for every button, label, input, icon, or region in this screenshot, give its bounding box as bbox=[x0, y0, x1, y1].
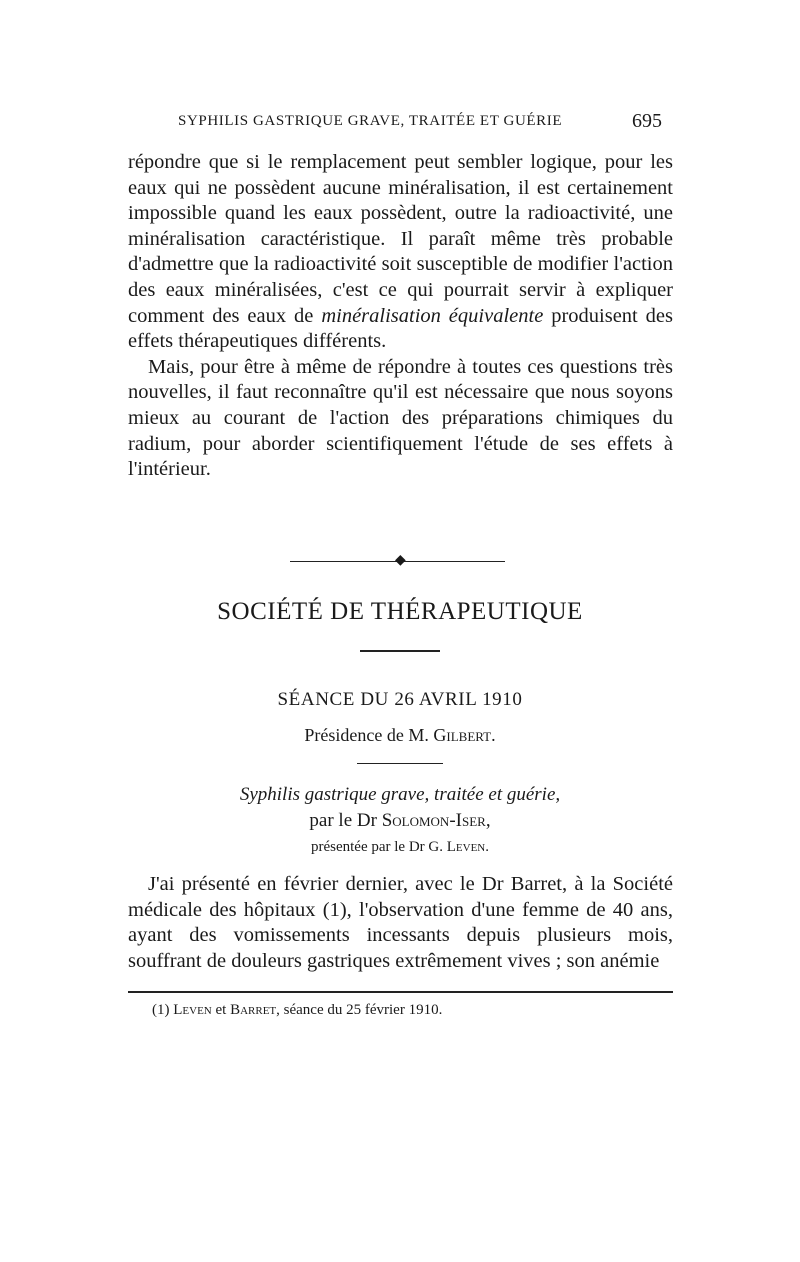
footnote-rest: , séance du 25 février 1910. bbox=[276, 1002, 443, 1018]
article-author bbox=[0, 810, 800, 832]
paragraph-text-end: produisent des effets thérapeutiques différents. bbox=[128, 304, 673, 353]
presenter-prefix: présentée par le Dr G. bbox=[310, 839, 447, 855]
running-title: SYPHILIS GASTRIQUE GRAVE, TRAITÉE ET GUÉRIE bbox=[178, 113, 563, 129]
case-text: J'ai présenté en février dernier, avec le Dr Barret, à la Société médicale des hôpitaux (1), l'observation d'une femme de 40 ans, ayant des vomissements incessants depuis plusieurs mois, souffrant de douleurs gastriques extrêmement vives ; son anémie bbox=[128, 873, 673, 972]
session-rule bbox=[357, 763, 443, 764]
italic-term: minéralisation équivalente bbox=[321, 304, 544, 327]
paragraph-radium: Mais, pour être à même de répondre à toutes ces questions très nouvelles, il faut reconnaître qu'il est nécessaire que nous soyons mieux au courant de l'action des préparations chimiques du radium, pour aborder scientifiquement l'étude de ses effets à l'intérieur. bbox=[128, 355, 673, 481]
footnote-mark: (1) bbox=[152, 1002, 170, 1018]
footnote-conj: et bbox=[211, 1002, 231, 1018]
presidence bbox=[0, 725, 800, 746]
title-rule bbox=[360, 650, 440, 652]
author-name: Solomon-Iser, bbox=[381, 810, 491, 831]
session-date: SÉANCE DU 26 AVRIL 1910 bbox=[277, 689, 523, 710]
footnote-name-1: Leven bbox=[173, 1002, 212, 1018]
article-title: Syphilis gastrique grave, traitée et guérie, bbox=[239, 784, 561, 805]
society-title: SOCIÉTÉ DE THÉRAPEUTIQUE bbox=[217, 598, 583, 625]
footnote bbox=[152, 1002, 442, 1019]
paragraph-case bbox=[128, 872, 673, 974]
paragraph-radioactivity bbox=[128, 150, 673, 483]
president-name: Gilbert. bbox=[433, 725, 496, 745]
author-prefix: par le Dr bbox=[309, 810, 382, 831]
paragraph-text: répondre que si le remplacement peut sembler logique, pour les eaux qui ne possèdent aucune minéralisation, il est certainement impossible quand les eaux possèdent, outre la radioactivité, une minéralisation caractéristique. Il paraît même très probable d'admettre que la radioactivité soit susceptible de modifier l'action des eaux minéralisées, c'est ce qui pourrait servir à expliquer comment des eaux de bbox=[128, 151, 673, 327]
article-presenter bbox=[0, 839, 800, 856]
footnote-name-2: Barret bbox=[230, 1002, 277, 1018]
page-number: 695 bbox=[632, 110, 662, 132]
divider-ornament: ◆ bbox=[395, 553, 406, 568]
footnote-rule bbox=[128, 991, 673, 993]
presenter-name: Leven. bbox=[446, 839, 490, 855]
presidence-prefix: Présidence de M. bbox=[304, 725, 434, 745]
